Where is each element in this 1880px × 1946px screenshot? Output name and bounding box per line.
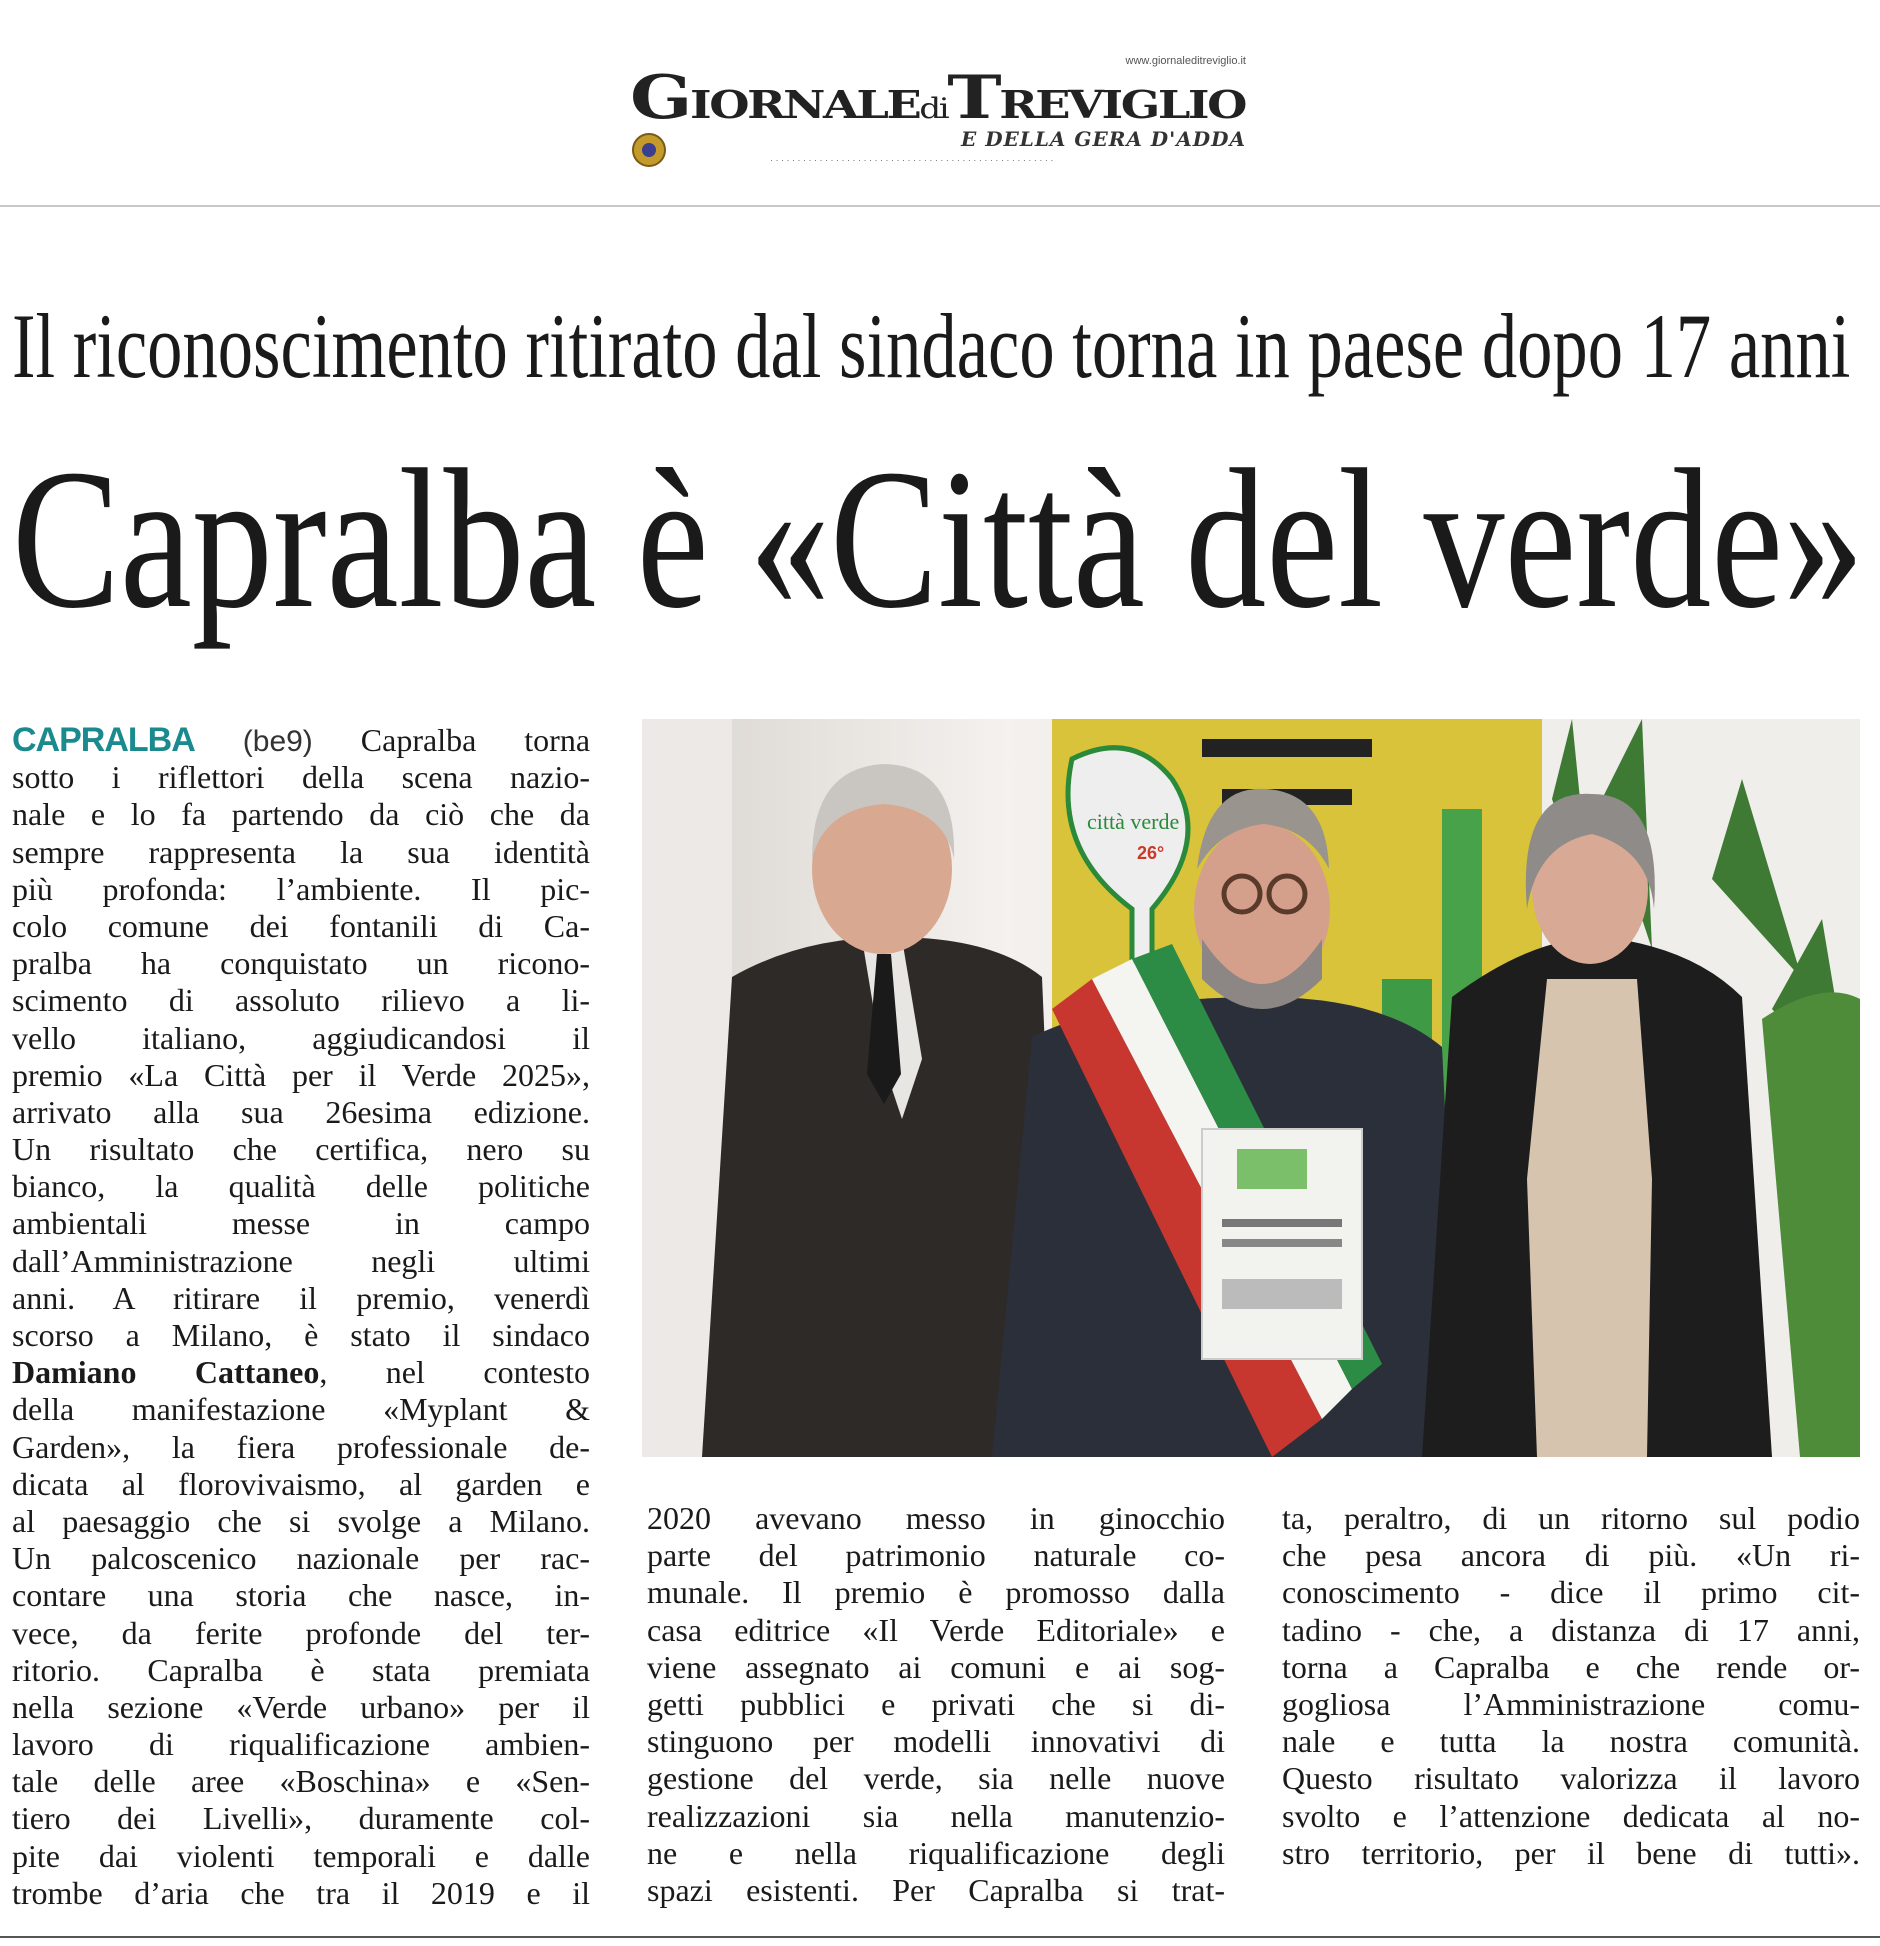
text-line: torna a Capralba e che rende or-: [1282, 1648, 1860, 1685]
article-kicker: Il riconoscimento ritirato dal sindaco torna in paese dopo 17 anni: [12, 295, 1851, 397]
text-line: che pesa ancora di più. «Un ri-: [1282, 1537, 1860, 1574]
text-line: munale. Il premio è promosso dalla: [647, 1574, 1225, 1611]
text-line: anni. A ritirare il premio, venerdì: [12, 1279, 590, 1316]
text-line: contare una storia che nasce, in-: [12, 1577, 590, 1614]
text-line: arrivato alla sua 26esima edizione.: [12, 1093, 590, 1130]
text-line: vello italiano, aggiudicandosi il: [12, 1019, 590, 1056]
dateline: CAPRALBA: [12, 721, 195, 759]
text-line: stro territorio, per il bene di tutti».: [1282, 1834, 1860, 1871]
text-line: Questo risultato valorizza il lavoro: [1282, 1760, 1860, 1797]
text-line: pralba ha conquistato un ricono-: [12, 945, 590, 982]
text-line: della manifestazione «Myplant &: [12, 1391, 590, 1428]
masthead-logo: [620, 55, 1260, 175]
text-line: gestione del verde, sia nelle nuove: [647, 1760, 1225, 1797]
text-line: sotto i riflettori della scena nazio-: [12, 759, 590, 796]
article-column-1: [12, 722, 590, 1912]
text-line: realizzazioni sia nella manutenzio-: [647, 1797, 1225, 1834]
text-line: 2020 avevano messo in ginocchio: [647, 1500, 1225, 1536]
text-line: ambientali messe in campo: [12, 1205, 590, 1242]
text-line: tale delle aree «Boschina» e «Sen-: [12, 1763, 590, 1800]
text-line: premio «La Città per il Verde 2025»,: [12, 1056, 590, 1093]
masthead-title: GIORNALEdiTREVIGLIO: [630, 63, 1246, 133]
text-line: gogliosa l’Amministrazione comu-: [1282, 1685, 1860, 1722]
text-line: più profonda: l’ambiente. Il pic-: [12, 870, 590, 907]
text-line: casa editrice «Il Verde Editoriale» e: [647, 1611, 1225, 1648]
text-line: ritorio. Capralba è stata premiata: [12, 1651, 590, 1688]
byline-code: (be9): [242, 725, 313, 758]
text-line: Garden», la fiera professionale de-: [12, 1428, 590, 1465]
text-line: nale e tutta la nostra comunità.: [1282, 1723, 1860, 1760]
text-line: tadino - che, a distanza di 17 anni,: [1282, 1611, 1860, 1648]
article-headline: Capralba è «Città del verde»: [12, 429, 1864, 650]
text-line: pite dai violenti temporali e dalle: [12, 1837, 590, 1874]
text-line: getti pubblici e privati che si di-: [647, 1685, 1225, 1722]
text-line: stinguono per modelli innovativi di: [647, 1723, 1225, 1760]
article-column-2: [647, 1500, 1225, 1909]
text-line: ta, peraltro, di un ritorno sul podio: [1282, 1500, 1860, 1536]
text-line: dicata al florovivaismo, al garden e: [12, 1465, 590, 1502]
publisher-badge-icon: [632, 133, 666, 167]
text-line: spazi esistenti. Per Capralba si trat-: [647, 1871, 1225, 1908]
text-line: nella sezione «Verde urbano» per il: [12, 1688, 590, 1725]
mayor-name: Damiano Cattaneo: [12, 1354, 320, 1391]
text-line: parte del patrimonio naturale co-: [647, 1537, 1225, 1574]
text-line: tiero dei Livelli», duramente col-: [12, 1800, 590, 1837]
text-line: conoscimento - dice il primo cit-: [1282, 1574, 1860, 1611]
text: Capralba torna: [360, 722, 591, 758]
divider: [0, 1936, 1880, 1938]
masthead-url: www.giornaleditreviglio.it: [1125, 55, 1246, 67]
text-line: scimento di assoluto rilievo a li-: [12, 982, 590, 1019]
poster-edition: 26°: [1137, 843, 1165, 863]
masthead-info-line: · · · · · · · · · · · · · · · · · · · · · · · · · · · · · · · · · · · · · · · · · · · · · · · · · · · ·: [770, 155, 1054, 165]
article-photo: [642, 719, 1860, 1457]
text-line: colo comune dei fontanili di Ca-: [12, 907, 590, 944]
text-line: al paesaggio che si svolge a Milano.: [12, 1502, 590, 1539]
text-line: nale e lo fa partendo da ciò che da: [12, 796, 590, 833]
text: , nel contesto: [319, 1354, 591, 1391]
text-line: sempre rappresenta la sua identità: [12, 833, 590, 870]
text-line: bianco, la qualità delle politiche: [12, 1168, 590, 1205]
divider: [0, 205, 1880, 207]
text-line: ne e nella riqualificazione degli: [647, 1834, 1225, 1871]
text-line: scorso a Milano, è stato il sindaco: [12, 1317, 590, 1353]
text-line: svolto e l’attenzione dedicata al no-: [1282, 1797, 1860, 1834]
text-line: viene assegnato ai comuni e ai sog-: [647, 1648, 1225, 1685]
text-line: trombe d’aria che tra il 2019 e il: [12, 1874, 590, 1911]
masthead-subtitle: E DELLA GERA D'ADDA: [960, 127, 1246, 151]
text-line: Un palcoscenico nazionale per rac-: [12, 1540, 590, 1577]
article-column-3: [1282, 1500, 1860, 1872]
poster-logo: città verde: [1087, 809, 1180, 834]
text-line: vece, da ferite profonde del ter-: [12, 1614, 590, 1651]
text-line: dall’Amministrazione negli ultimi: [12, 1242, 590, 1279]
text-line: Un risultato che certifica, nero su: [12, 1131, 590, 1168]
text-line: lavoro di riqualificazione ambien-: [12, 1726, 590, 1763]
